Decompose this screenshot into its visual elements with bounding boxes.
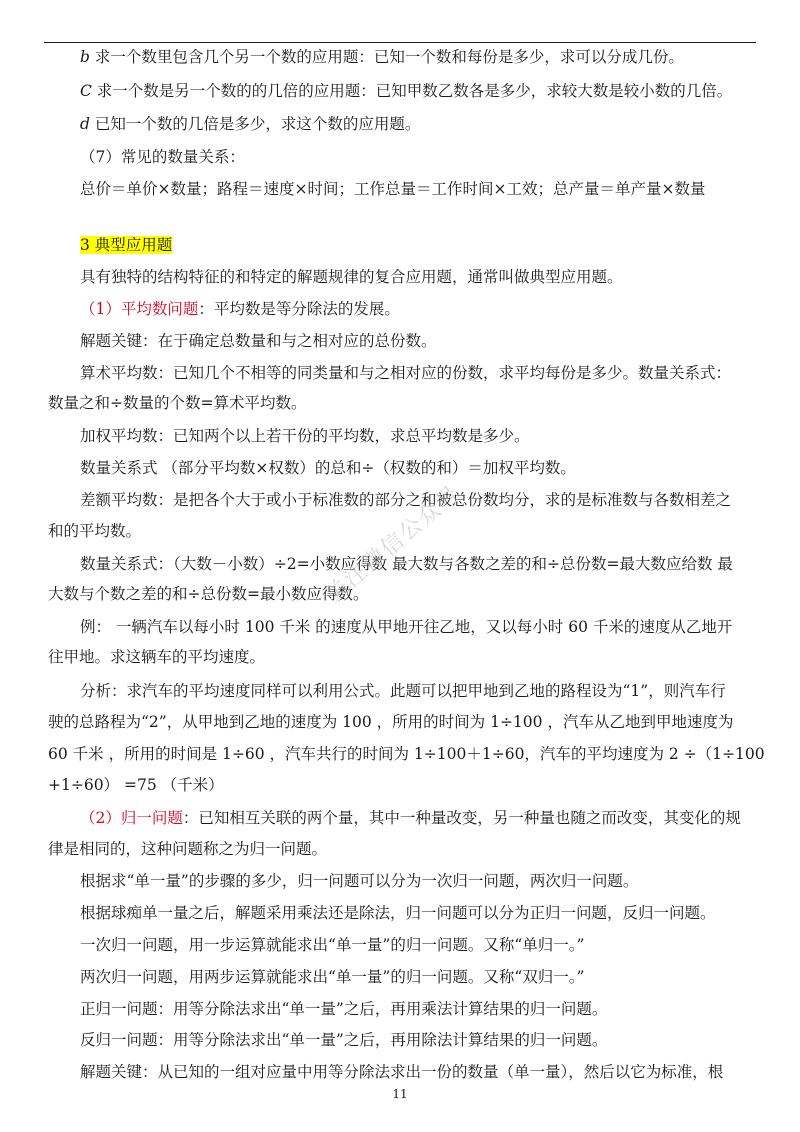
analysis-line-3: 60 千米 ，所用的时间是 1÷60 ，汽车共行的时间为 1÷100＋1÷60，汽车的平均速度为 2 ÷（1÷100: [48, 745, 765, 763]
unitary-line-2: 根据球痴单一量之后，解题采用乘法还是除法，归一问题可以分为正归一问题，反归一问题。: [80, 904, 716, 922]
header-rule: [44, 42, 756, 43]
section-heading-text: 3 典型应用题: [80, 236, 173, 254]
line-text: 已知一个数的几倍是多少，求这个数的应用题。: [89, 115, 421, 133]
watermark: 关注微信公众号: [321, 480, 466, 608]
analysis-line-1: 分析：求汽车的平均速度同样可以利用公式。此题可以把甲地到乙地的路程设为“1”，则汽车行: [80, 682, 726, 700]
example-line-1: 例： 一辆汽车以每小时 100 千米 的速度从甲地开往乙地，又以每小时 60 千米的速度从乙地开: [80, 618, 733, 636]
difference-mean-line-2: 和的平均数。: [48, 522, 142, 540]
line-lead: d: [80, 115, 90, 133]
line-text: 求一个数里包含几个另一个数的应用题：已知一个数和每份是多少，求可以分成几份。: [89, 48, 684, 66]
difference-formula-line-1: 数量关系式：（大数－小数）÷2=小数应得数 最大数与各数之差的和÷总份数=最大数应给数 最: [80, 555, 733, 573]
example-line-2: 往甲地。求这辆车的平均速度。: [48, 648, 266, 666]
analysis-line-4: +1÷60） =75 （千米）: [48, 776, 224, 794]
unitary-line-6: 反归一问题：用等分除法求出“单一量”之后，再用除法计算结果的归一问题。: [80, 1031, 608, 1049]
unitary-title-label: （2）归一问题: [80, 809, 183, 827]
average-title-desc: ：平均数是等分除法的发展。: [198, 300, 400, 318]
arithmetic-mean-line-2: 数量之和÷数量的个数=算术平均数。: [48, 394, 307, 412]
analysis-line-2: 驶的总路程为“2”，从甲地到乙地的速度为 100 ，所用的时间为 1÷100 ，汽车从乙地到甲地速度为: [48, 713, 734, 731]
unitary-line-1: 根据求“单一量”的步骤的多少，归一问题可以分为一次归一问题，两次归一问题。: [80, 872, 639, 890]
section-intro: 具有独特的结构特征的和特定的解题规律的复合应用题，通常叫做典型应用题。: [80, 268, 623, 286]
quantity-relations-formulas: 总价＝单价×数量；路程＝速度×时间；工作总量＝工作时间×工效；总产量＝单产量×数量: [80, 180, 706, 198]
unitary-line-3: 一次归一问题，用一步运算就能求出“单一量”的归一问题。又称“单归一。”: [80, 936, 585, 954]
line-c: [80, 80, 732, 102]
unitary-problem-title: [80, 807, 741, 829]
average-title-label: （1）平均数问题: [80, 300, 199, 318]
average-problem-title: [80, 298, 400, 320]
line-lead: b: [80, 48, 90, 66]
line-b: [80, 46, 684, 68]
line-text: 求一个数是另一个数的的几倍的应用题：已知甲数乙数各是多少，求较大数是较小数的几倍。: [91, 82, 733, 100]
difference-mean-line-1: 差额平均数：是把各个大于或小于标准数的部分之和被总份数均分，求的是标准数与各数相差之: [80, 491, 732, 509]
unitary-line-5: 正归一问题：用等分除法求出“单一量”之后，再用乘法计算结果的归一问题。: [80, 1000, 608, 1018]
page-number: 11: [392, 1087, 408, 1101]
average-key: 解题关键：在于确定总数量和与之相对应的总份数。: [80, 332, 437, 350]
section-heading: [80, 234, 172, 256]
line-lead: C: [80, 82, 92, 100]
unitary-line-4: 两次归一问题，用两步运算就能求出“单一量”的归一问题。又称“双归一。”: [80, 968, 585, 986]
weighted-mean-formula: 数量关系式 （部分平均数×权数）的总和÷（权数的和）＝加权平均数。: [80, 459, 576, 477]
unitary-line-7: 解题关键：从已知的一组对应量中用等分除法求出一份的数量（单一量），然后以它为标准，根: [80, 1063, 724, 1081]
unitary-cont: 律是相同的，这种问题称之为归一问题。: [48, 840, 328, 858]
weighted-mean: 加权平均数：已知两个以上若干份的平均数，求总平均数是多少。: [80, 427, 530, 445]
unitary-title-desc: ：已知相互关联的两个量，其中一种量改变，另一种量也随之而改变，其变化的规: [182, 809, 741, 827]
arithmetic-mean-line-1: 算术平均数：已知几个不相等的同类量和与之相对应的份数，求平均每份是多少。数量关系式：: [80, 364, 732, 382]
quantity-relations-heading: （7）常见的数量关系：: [80, 148, 245, 166]
line-d: [80, 113, 420, 135]
difference-formula-line-2: 大数与个数之差的和÷总份数=最小数应得数。: [48, 585, 369, 603]
